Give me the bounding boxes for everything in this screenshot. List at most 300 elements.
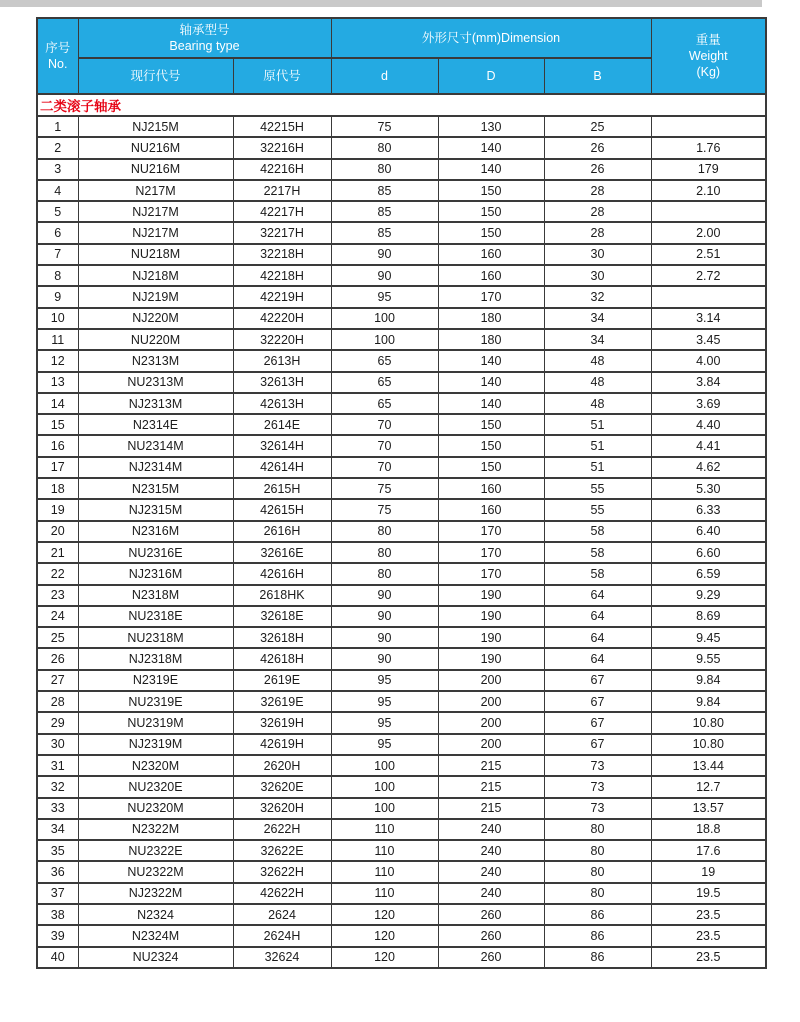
cell-d: 110: [331, 819, 438, 840]
cell-old-code: 2620H: [233, 755, 331, 776]
table-row: [37, 201, 766, 222]
cell-B: 64: [544, 627, 651, 648]
cell-weight: [651, 116, 766, 137]
table-row: [37, 925, 766, 946]
cell-current-code: NJ218M: [78, 265, 233, 286]
cell-d: 110: [331, 861, 438, 882]
cell-D: 240: [438, 861, 544, 882]
cell-weight: 9.55: [651, 648, 766, 669]
cell-old-code: 42218H: [233, 265, 331, 286]
table-row: [37, 542, 766, 563]
cell-no: 29: [37, 712, 78, 733]
cell-no: 6: [37, 222, 78, 243]
cell-d: 95: [331, 286, 438, 307]
cell-no: 39: [37, 925, 78, 946]
table-row: [37, 478, 766, 499]
cell-weight: 3.14: [651, 308, 766, 329]
table-row: [37, 180, 766, 201]
cell-no: 12: [37, 350, 78, 371]
cell-weight: 4.00: [651, 350, 766, 371]
cell-weight: 23.5: [651, 925, 766, 946]
header-weight: [651, 18, 766, 94]
cell-B: 86: [544, 947, 651, 968]
cell-B: 28: [544, 180, 651, 201]
cell-d: 80: [331, 521, 438, 542]
cell-weight: 13.57: [651, 798, 766, 819]
cell-B: 58: [544, 563, 651, 584]
cell-d: 80: [331, 137, 438, 158]
cell-no: 20: [37, 521, 78, 542]
cell-no: 21: [37, 542, 78, 563]
cell-D: 160: [438, 478, 544, 499]
cell-B: 67: [544, 712, 651, 733]
cell-old-code: 42619H: [233, 734, 331, 755]
cell-weight: 2.10: [651, 180, 766, 201]
cell-old-code: 32220H: [233, 329, 331, 350]
cell-no: 17: [37, 457, 78, 478]
cell-old-code: 32622H: [233, 861, 331, 882]
cell-old-code: 2624H: [233, 925, 331, 946]
cell-weight: 3.84: [651, 372, 766, 393]
table-row: [37, 457, 766, 478]
cell-weight: 179: [651, 159, 766, 180]
cell-d: 70: [331, 457, 438, 478]
cell-weight: 6.40: [651, 521, 766, 542]
cell-d: 80: [331, 159, 438, 180]
table-row: [37, 585, 766, 606]
cell-d: 100: [331, 755, 438, 776]
table-row: [37, 606, 766, 627]
cell-current-code: NJ2314M: [78, 457, 233, 478]
cell-no: 7: [37, 244, 78, 265]
cell-old-code: 32619H: [233, 712, 331, 733]
cell-weight: 9.45: [651, 627, 766, 648]
cell-no: 9: [37, 286, 78, 307]
cell-current-code: NU2318M: [78, 627, 233, 648]
cell-weight: 2.00: [651, 222, 766, 243]
header-current-code: 现行代号: [78, 58, 233, 94]
cell-B: 80: [544, 840, 651, 861]
cell-d: 85: [331, 201, 438, 222]
table-row: [37, 840, 766, 861]
table-row: [37, 648, 766, 669]
cell-d: 90: [331, 627, 438, 648]
cell-current-code: NU2322E: [78, 840, 233, 861]
bearing-spec-table: [36, 17, 767, 969]
cell-weight: 19.5: [651, 883, 766, 904]
cell-d: 90: [331, 585, 438, 606]
cell-D: 200: [438, 670, 544, 691]
section-title: 二类滚子轴承: [37, 94, 766, 116]
cell-old-code: 2618HK: [233, 585, 331, 606]
cell-B: 51: [544, 435, 651, 456]
table-row: [37, 286, 766, 307]
cell-current-code: N2324M: [78, 925, 233, 946]
table-row: [37, 521, 766, 542]
cell-D: 215: [438, 776, 544, 797]
cell-d: 65: [331, 350, 438, 371]
table-row: [37, 265, 766, 286]
cell-D: 140: [438, 159, 544, 180]
table-row: [37, 819, 766, 840]
cell-d: 75: [331, 116, 438, 137]
cell-d: 80: [331, 563, 438, 584]
cell-weight: 8.69: [651, 606, 766, 627]
table-row: [37, 244, 766, 265]
table-row: [37, 137, 766, 158]
cell-current-code: NJ2319M: [78, 734, 233, 755]
cell-no: 1: [37, 116, 78, 137]
cell-D: 215: [438, 798, 544, 819]
cell-D: 240: [438, 840, 544, 861]
cell-current-code: NJ2313M: [78, 393, 233, 414]
cell-old-code: 42217H: [233, 201, 331, 222]
cell-d: 100: [331, 308, 438, 329]
cell-current-code: N2314E: [78, 414, 233, 435]
cell-weight: 10.80: [651, 734, 766, 755]
cell-D: 170: [438, 286, 544, 307]
cell-old-code: 32614H: [233, 435, 331, 456]
cell-weight: 1.76: [651, 137, 766, 158]
cell-weight: 2.72: [651, 265, 766, 286]
cell-no: 8: [37, 265, 78, 286]
cell-D: 150: [438, 414, 544, 435]
cell-no: 38: [37, 904, 78, 925]
cell-no: 30: [37, 734, 78, 755]
cell-current-code: N2318M: [78, 585, 233, 606]
cell-current-code: NU2318E: [78, 606, 233, 627]
header-d: d: [331, 58, 438, 94]
cell-B: 26: [544, 159, 651, 180]
cell-weight: 6.59: [651, 563, 766, 584]
cell-current-code: N2315M: [78, 478, 233, 499]
cell-no: 37: [37, 883, 78, 904]
cell-weight: 9.84: [651, 691, 766, 712]
table-body: [37, 94, 766, 968]
cell-old-code: 32216H: [233, 137, 331, 158]
cell-no: 25: [37, 627, 78, 648]
cell-old-code: 2613H: [233, 350, 331, 371]
cell-old-code: 32620H: [233, 798, 331, 819]
cell-D: 160: [438, 265, 544, 286]
cell-d: 75: [331, 478, 438, 499]
cell-old-code: 32613H: [233, 372, 331, 393]
cell-D: 260: [438, 947, 544, 968]
cell-weight: 6.33: [651, 499, 766, 520]
cell-D: 170: [438, 563, 544, 584]
cell-no: 26: [37, 648, 78, 669]
cell-d: 95: [331, 670, 438, 691]
cell-current-code: NU2320E: [78, 776, 233, 797]
cell-d: 75: [331, 499, 438, 520]
cell-D: 140: [438, 393, 544, 414]
cell-B: 55: [544, 499, 651, 520]
cell-B: 64: [544, 648, 651, 669]
cell-d: 120: [331, 904, 438, 925]
cell-d: 65: [331, 372, 438, 393]
cell-current-code: N2324: [78, 904, 233, 925]
cell-D: 170: [438, 521, 544, 542]
cell-B: 34: [544, 329, 651, 350]
cell-current-code: NJ215M: [78, 116, 233, 137]
cell-B: 73: [544, 776, 651, 797]
cell-d: 85: [331, 222, 438, 243]
cell-D: 260: [438, 904, 544, 925]
cell-d: 120: [331, 925, 438, 946]
table-row: [37, 393, 766, 414]
cell-old-code: 32616E: [233, 542, 331, 563]
cell-current-code: NU218M: [78, 244, 233, 265]
cell-B: 67: [544, 670, 651, 691]
cell-d: 90: [331, 606, 438, 627]
table-row: [37, 798, 766, 819]
cell-D: 180: [438, 308, 544, 329]
cell-old-code: 42613H: [233, 393, 331, 414]
cell-no: 36: [37, 861, 78, 882]
cell-old-code: 2622H: [233, 819, 331, 840]
cell-B: 64: [544, 585, 651, 606]
cell-old-code: 42622H: [233, 883, 331, 904]
cell-d: 70: [331, 414, 438, 435]
cell-current-code: NJ2322M: [78, 883, 233, 904]
table-row: [37, 883, 766, 904]
table-row: [37, 734, 766, 755]
cell-no: 3: [37, 159, 78, 180]
cell-B: 28: [544, 222, 651, 243]
cell-no: 24: [37, 606, 78, 627]
cell-d: 95: [331, 712, 438, 733]
cell-B: 51: [544, 414, 651, 435]
cell-no: 35: [37, 840, 78, 861]
cell-weight: 9.84: [651, 670, 766, 691]
table-row: [37, 712, 766, 733]
cell-old-code: 2619E: [233, 670, 331, 691]
cell-weight: 3.45: [651, 329, 766, 350]
cell-weight: 12.7: [651, 776, 766, 797]
cell-B: 32: [544, 286, 651, 307]
cell-old-code: 32622E: [233, 840, 331, 861]
cell-old-code: 42616H: [233, 563, 331, 584]
cell-current-code: NU2320M: [78, 798, 233, 819]
cell-old-code: 42618H: [233, 648, 331, 669]
cell-old-code: 32620E: [233, 776, 331, 797]
cell-no: 10: [37, 308, 78, 329]
header-bearing-type: [78, 18, 331, 58]
cell-d: 110: [331, 840, 438, 861]
cell-old-code: 32619E: [233, 691, 331, 712]
cell-B: 58: [544, 542, 651, 563]
cell-B: 86: [544, 925, 651, 946]
cell-B: 48: [544, 393, 651, 414]
cell-weight: 6.60: [651, 542, 766, 563]
header-no: [37, 18, 78, 94]
cell-no: 4: [37, 180, 78, 201]
cell-weight: [651, 286, 766, 307]
cell-d: 120: [331, 947, 438, 968]
cell-no: 11: [37, 329, 78, 350]
cell-weight: 9.29: [651, 585, 766, 606]
cell-old-code: 42215H: [233, 116, 331, 137]
table-row: [37, 947, 766, 968]
table-row: [37, 691, 766, 712]
cell-B: 48: [544, 350, 651, 371]
cell-B: 80: [544, 819, 651, 840]
header-dimension: 外形尺寸(mm)Dimension: [331, 18, 651, 58]
cell-B: 26: [544, 137, 651, 158]
cell-old-code: 32618H: [233, 627, 331, 648]
cell-weight: [651, 201, 766, 222]
page-top-strip: [0, 0, 762, 7]
cell-d: 90: [331, 244, 438, 265]
table-row: [37, 116, 766, 137]
header-bearing-type-zh: 轴承型号: [179, 22, 230, 37]
cell-B: 58: [544, 521, 651, 542]
cell-D: 190: [438, 606, 544, 627]
cell-D: 260: [438, 925, 544, 946]
cell-D: 190: [438, 627, 544, 648]
cell-weight: 23.5: [651, 947, 766, 968]
cell-old-code: 2616H: [233, 521, 331, 542]
cell-d: 95: [331, 691, 438, 712]
cell-d: 100: [331, 329, 438, 350]
table-row: [37, 372, 766, 393]
cell-current-code: NJ217M: [78, 201, 233, 222]
cell-D: 150: [438, 457, 544, 478]
cell-no: 18: [37, 478, 78, 499]
cell-current-code: NJ2318M: [78, 648, 233, 669]
cell-current-code: NU2316E: [78, 542, 233, 563]
cell-D: 130: [438, 116, 544, 137]
cell-weight: 2.51: [651, 244, 766, 265]
table-row: [37, 350, 766, 371]
cell-old-code: 2615H: [233, 478, 331, 499]
cell-D: 160: [438, 499, 544, 520]
cell-B: 28: [544, 201, 651, 222]
cell-B: 67: [544, 734, 651, 755]
cell-no: 22: [37, 563, 78, 584]
cell-d: 100: [331, 798, 438, 819]
cell-old-code: 2624: [233, 904, 331, 925]
cell-D: 200: [438, 712, 544, 733]
cell-old-code: 32618E: [233, 606, 331, 627]
bearing-spec-table-container: [36, 17, 765, 969]
cell-B: 55: [544, 478, 651, 499]
cell-old-code: 32217H: [233, 222, 331, 243]
cell-no: 34: [37, 819, 78, 840]
cell-current-code: NU2319E: [78, 691, 233, 712]
cell-no: 13: [37, 372, 78, 393]
cell-D: 240: [438, 819, 544, 840]
cell-B: 64: [544, 606, 651, 627]
cell-old-code: 42220H: [233, 308, 331, 329]
cell-no: 28: [37, 691, 78, 712]
cell-no: 40: [37, 947, 78, 968]
cell-d: 100: [331, 776, 438, 797]
cell-current-code: NJ219M: [78, 286, 233, 307]
cell-B: 34: [544, 308, 651, 329]
cell-current-code: N2320M: [78, 755, 233, 776]
cell-D: 190: [438, 648, 544, 669]
cell-d: 90: [331, 648, 438, 669]
cell-current-code: NU2324: [78, 947, 233, 968]
cell-old-code: 42219H: [233, 286, 331, 307]
cell-old-code: 32218H: [233, 244, 331, 265]
header-weight-en: Weight: [688, 48, 728, 63]
header-D: D: [438, 58, 544, 94]
cell-current-code: NJ217M: [78, 222, 233, 243]
cell-weight: 4.40: [651, 414, 766, 435]
cell-no: 5: [37, 201, 78, 222]
header-old-code: 原代号: [233, 58, 331, 94]
cell-D: 190: [438, 585, 544, 606]
table-header: [37, 18, 766, 94]
table-row: [37, 499, 766, 520]
cell-d: 65: [331, 393, 438, 414]
table-row: [37, 329, 766, 350]
cell-B: 86: [544, 904, 651, 925]
cell-d: 85: [331, 180, 438, 201]
cell-weight: 13.44: [651, 755, 766, 776]
cell-old-code: 2217H: [233, 180, 331, 201]
cell-no: 23: [37, 585, 78, 606]
cell-old-code: 42614H: [233, 457, 331, 478]
cell-D: 180: [438, 329, 544, 350]
cell-weight: 3.69: [651, 393, 766, 414]
cell-D: 160: [438, 244, 544, 265]
cell-B: 80: [544, 861, 651, 882]
cell-B: 67: [544, 691, 651, 712]
cell-current-code: N2319E: [78, 670, 233, 691]
cell-D: 150: [438, 435, 544, 456]
cell-weight: 18.8: [651, 819, 766, 840]
header-weight-zh: 重量: [695, 32, 721, 47]
table-row: [37, 159, 766, 180]
cell-D: 170: [438, 542, 544, 563]
table-row: [37, 435, 766, 456]
cell-current-code: NU2319M: [78, 712, 233, 733]
cell-old-code: 42216H: [233, 159, 331, 180]
cell-B: 30: [544, 265, 651, 286]
cell-current-code: N2316M: [78, 521, 233, 542]
table-row: [37, 308, 766, 329]
cell-no: 14: [37, 393, 78, 414]
cell-B: 25: [544, 116, 651, 137]
table-row: [37, 627, 766, 648]
cell-D: 200: [438, 691, 544, 712]
cell-current-code: N217M: [78, 180, 233, 201]
cell-d: 110: [331, 883, 438, 904]
cell-weight: 19: [651, 861, 766, 882]
cell-B: 51: [544, 457, 651, 478]
header-weight-unit: (Kg): [696, 65, 721, 80]
table-row: [37, 776, 766, 797]
cell-D: 150: [438, 201, 544, 222]
header-B: B: [544, 58, 651, 94]
table-row: [37, 904, 766, 925]
header-bearing-type-en: Bearing type: [169, 39, 240, 53]
cell-no: 16: [37, 435, 78, 456]
cell-B: 48: [544, 372, 651, 393]
cell-weight: 5.30: [651, 478, 766, 499]
cell-D: 140: [438, 137, 544, 158]
cell-D: 240: [438, 883, 544, 904]
cell-weight: 23.5: [651, 904, 766, 925]
cell-no: 33: [37, 798, 78, 819]
cell-no: 19: [37, 499, 78, 520]
cell-d: 95: [331, 734, 438, 755]
cell-current-code: NJ2316M: [78, 563, 233, 584]
cell-current-code: NU216M: [78, 159, 233, 180]
